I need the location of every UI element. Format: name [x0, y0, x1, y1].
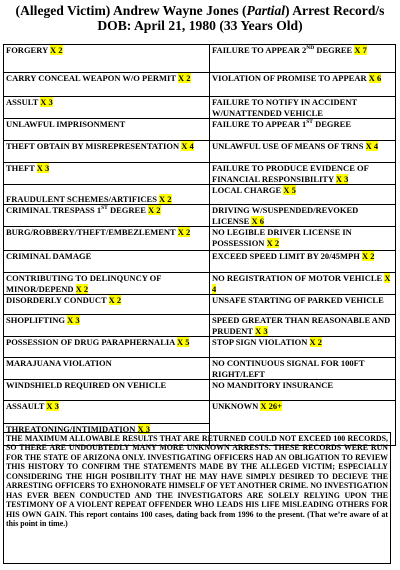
charge-count-highlight: X 3	[67, 315, 80, 325]
charge-cell-left	[4, 73, 210, 97]
charge-label: STOP SIGN VIOLATION	[212, 337, 310, 347]
table-row	[4, 45, 396, 73]
charge-text	[6, 141, 194, 151]
charge-count-highlight: X 7	[354, 45, 367, 55]
charge-cell-left	[4, 119, 210, 141]
charge-cell-left	[4, 185, 210, 205]
charge-count-highlight: X 2	[361, 251, 375, 261]
charge-label: FRAUDULENT SCHEMES/ARTIFICES	[6, 193, 160, 204]
table-row	[4, 97, 396, 119]
charge-count-highlight: X 3	[46, 401, 59, 411]
charge-cell-left	[4, 205, 210, 227]
charge-count-highlight: X 4	[365, 141, 379, 151]
charge-text	[212, 227, 352, 248]
charge-label: CRIMINAL DAMAGE	[6, 251, 92, 261]
title-prefix: (Alleged Victim) Andrew Wayne Jones (	[15, 3, 247, 18]
charge-cell-left	[4, 337, 210, 358]
charge-cell-right	[210, 380, 396, 401]
charge-cell-right	[210, 273, 396, 295]
charge-label: FAILURE TO NOTIFY IN ACCIDENT W/UNATTENDED VEHICLE	[212, 97, 358, 118]
charge-cell-right	[210, 185, 396, 205]
charge-text	[6, 227, 190, 237]
charge-label: ASSULT	[6, 97, 41, 107]
charge-count-highlight: X 4	[181, 141, 194, 151]
charge-text	[6, 205, 161, 215]
charge-text	[212, 295, 384, 305]
charge-label: CRIMINAL TRESPASS 1	[6, 205, 102, 215]
charge-count-highlight: X 2	[177, 227, 191, 237]
charge-text	[6, 273, 161, 294]
title-italic: Partial	[246, 3, 286, 18]
ordinal-suffix: ST	[306, 119, 313, 126]
charge-text	[212, 97, 357, 118]
charge-count-highlight: X 6	[251, 215, 264, 226]
table-row	[4, 205, 396, 227]
charge-text	[212, 73, 381, 83]
charge-cell-right	[210, 205, 396, 227]
charge-text	[6, 315, 80, 325]
ordinal-suffix: ST	[101, 205, 108, 212]
disclaimer-note	[3, 432, 391, 564]
charge-label: NO REGISTRATION OF MOTOR VEHICLE	[212, 273, 385, 283]
table-row	[4, 401, 396, 424]
charge-text	[6, 119, 125, 129]
charge-count-highlight: X 26+	[260, 401, 283, 411]
charge-label: THEFT OBTAIN BY MISREPRESENTATION	[6, 141, 182, 151]
charge-cell-right	[210, 73, 396, 97]
charge-text	[212, 163, 368, 184]
charge-label: VIOLATION OF PROMISE TO APPEAR	[212, 73, 369, 83]
charge-cell-left	[4, 45, 210, 73]
charge-count-highlight: X 3	[137, 424, 151, 434]
charge-label: DRIVING W/SUSPENDED/REVOKED LICENSE	[212, 205, 359, 226]
note-main: THE MAXIMUM ALLOWABLE RESULTS THAT ARE RETURNED COULD NOT EXCEED 100 RECORDS, SO THERE ARE UNDOUBTEDLY MANY MORE UNKNOWN ARRESTS. THESE RECORDS WERE RUN FOR THE STATE OF ARIZONA ONLY. INVESTIGATING OFFICERS HAD AN OBLIGATION TO REVIEW THIS HISTORY TO CONFIRM THE STATEMENTS MADE BY THE ALLEGED VICTIM; ESPECIALLY CONSIDERING THE HIGH POSIBILITY THAT HE MAY HAVE SIMPLY DESIRED TO DECIEVE THE ARRESTING OFFICERS TO EXHONORATE HIMSELF OF YET ANOTHER CRIME. NO INVESTIGATION HAS EVER BEEN CONDUCTED AND THE INVESTIGATORS ARE SOLELY RELYING UPON THE TESTIMONY OF A VIOLENT REPEAT OFFENDER WHO LEADS HIS LIFE MISLEADING OTHERS FOR HIS OWN GAIN.	[6, 434, 388, 519]
charge-text	[6, 73, 191, 83]
charge-cell-right	[210, 119, 396, 141]
charge-count-highlight: X 2	[75, 283, 89, 294]
charge-count-highlight: X 2	[50, 45, 63, 55]
charge-label: MARAJUANA VIOLATION	[6, 358, 112, 368]
charge-label: FORGERY	[6, 45, 51, 55]
charge-text	[212, 380, 333, 390]
charge-count-highlight: X 2	[309, 337, 323, 347]
charge-label: NO LEGIBLE DRIVER LICENSE IN POSSESSION	[212, 227, 352, 248]
charge-text	[6, 358, 112, 368]
charge-label-rest: DEGREE	[314, 45, 355, 55]
charge-cell-left	[4, 141, 210, 163]
charge-label: THREATONING/INTIMIDATION	[6, 424, 138, 434]
charge-text	[6, 97, 53, 107]
note-tail: This report contains 100 cases, dating back from 1996 to the present. (That we’re aware of at this point in time.)	[6, 509, 388, 529]
charge-label: POSSESSION OF DRUG PARAPHERNALIA	[6, 337, 177, 347]
charge-cell-left	[4, 315, 210, 337]
charge-cell-left	[4, 251, 210, 273]
charge-cell-left	[4, 401, 210, 424]
charge-cell-right	[210, 163, 396, 185]
document-title	[0, 3, 400, 33]
charge-label-rest: DEGREE	[107, 205, 148, 215]
table-row	[4, 380, 396, 401]
charge-text	[6, 295, 121, 305]
charge-label: ASSAULT	[6, 401, 47, 411]
charge-count-highlight: X 5	[176, 337, 190, 347]
charge-cell-left	[4, 358, 210, 380]
charge-text	[212, 251, 374, 261]
charge-text	[212, 119, 351, 129]
charge-label: CARRY CONCEAL WEAPON W/O PERMIT	[6, 73, 179, 83]
charge-label: CONTRIBUTING TO DELINQUNCY OF MINOR/DEPEND	[6, 273, 162, 294]
table-row	[4, 141, 396, 163]
charge-count-highlight: X 3	[36, 163, 50, 173]
charge-cell-left	[4, 380, 210, 401]
title-suffix: ) Arrest Record/s	[285, 3, 385, 18]
charge-count-highlight: X 2	[108, 295, 122, 305]
charge-text	[212, 315, 390, 336]
charge-label: FAILURE TO PRODUCE EVIDENCE OF FINANCIAL RESPONSIBILITY	[212, 163, 369, 184]
ordinal-suffix: ND	[306, 45, 315, 52]
title-line-2: DOB: April 21, 1980 (33 Years Old)	[97, 18, 303, 33]
charges-table	[3, 44, 396, 446]
charge-label: FAILURE TO APPEAR 1	[212, 119, 307, 129]
charge-label: THEFT	[6, 163, 37, 173]
charge-text	[212, 401, 282, 411]
charge-count-highlight: X 3	[335, 173, 349, 184]
title-line-1	[0, 3, 400, 18]
charge-text	[212, 185, 296, 195]
charge-text	[6, 194, 172, 204]
charge-label: FAILURE TO APPEAR 2	[212, 45, 307, 55]
charge-text	[212, 205, 358, 226]
table-row	[4, 163, 396, 185]
charge-cell-right	[210, 337, 396, 358]
charge-cell-right	[210, 227, 396, 251]
charge-text	[212, 358, 364, 379]
charge-text	[6, 380, 166, 390]
charge-count-highlight: X 2	[159, 193, 172, 204]
charge-count-highlight: X 2	[178, 73, 191, 83]
charge-cell-right	[210, 295, 396, 315]
charge-text	[6, 251, 91, 261]
table-row	[4, 227, 396, 251]
charge-cell-right	[210, 45, 396, 73]
charge-cell-right	[210, 251, 396, 273]
charge-label: UNSAFE STARTING OF PARKED VEHICLE	[212, 295, 384, 305]
charge-count-highlight: X 5	[283, 185, 296, 195]
charge-label-rest: DEGREE	[312, 119, 351, 129]
charge-count-highlight: X 3	[255, 325, 268, 336]
charge-cell-right	[210, 97, 396, 119]
charge-label: SHOPLIFTING	[6, 315, 68, 325]
charge-cell-right	[210, 141, 396, 163]
charge-cell-right	[210, 315, 396, 337]
charge-text	[6, 163, 49, 173]
charge-text	[6, 401, 59, 411]
table-row	[4, 315, 396, 337]
table-row	[4, 185, 396, 205]
charge-text	[6, 337, 189, 347]
charge-label: DISORDERLY CONDUCT	[6, 295, 109, 305]
charge-label: UNKNOWN	[212, 401, 261, 411]
charge-text	[212, 45, 367, 55]
charge-cell-left	[4, 295, 210, 315]
charge-text	[6, 45, 63, 55]
table-row	[4, 358, 396, 380]
charge-text	[212, 141, 378, 151]
charge-text	[212, 273, 390, 294]
table-row	[4, 273, 396, 295]
charge-count-highlight: X 6	[368, 73, 382, 83]
charge-label: WINDSHIELD REQUIRED ON VEHICLE	[6, 380, 167, 390]
charge-label: NO MANDITORY INSURANCE	[212, 380, 334, 390]
charge-label: LOCAL CHARGE	[212, 185, 284, 195]
table-row	[4, 119, 396, 141]
charge-label: UNLAWFUL USE OF MEANS OF TRNS	[212, 141, 366, 151]
charge-cell-left	[4, 163, 210, 185]
table-row	[4, 337, 396, 358]
charge-text	[212, 337, 322, 347]
charge-label: EXCEED SPEED LIMIT BY 20/45MPH	[212, 251, 362, 261]
table-row	[4, 73, 396, 97]
charge-count-highlight: X 4	[212, 273, 391, 294]
charge-cell-left	[4, 227, 210, 251]
table-row	[4, 251, 396, 273]
charge-count-highlight: X 2	[148, 205, 161, 215]
charge-cell-left	[4, 97, 210, 119]
charge-label: NO CONTINUOUS SIGNAL FOR 100FT RIGHT/LEFT	[212, 358, 365, 379]
charge-cell-left	[4, 273, 210, 295]
charge-cell-right	[210, 358, 396, 380]
charge-count-highlight: X 3	[40, 97, 53, 107]
charge-label: UNLAWFUL IMPRISONMENT	[6, 119, 126, 129]
table-row	[4, 295, 396, 315]
charge-count-highlight: X 2	[266, 237, 280, 248]
charge-label: BURG/ROBBERY/THEFT/EMBEZLEMENT	[6, 227, 178, 237]
charge-label: SPEED GREATER THAN REASONABLE AND PRUDENT	[212, 315, 391, 336]
